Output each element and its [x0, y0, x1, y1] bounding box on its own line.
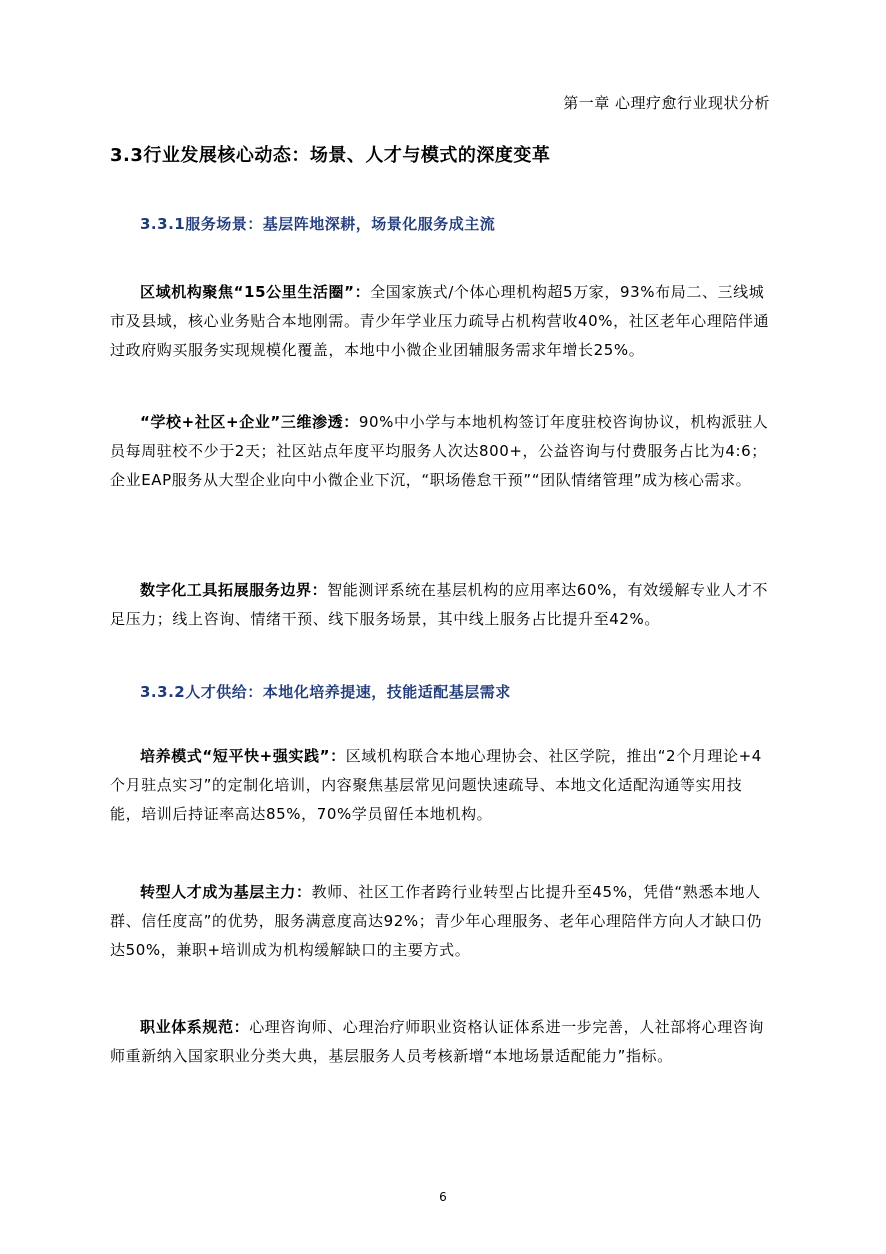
- paragraph-text: 区域机构联合本地心理协会、社区学院，推出“2个月理论+4个月驻点实习”的定制化培训，内容聚焦基层常见问题快速疏导、本地文化适配沟通等实用技能，培训后持证率高达85%，70%学员留任本地机构。: [110, 747, 762, 823]
- paragraph-lead: 培养模式“短平快+强实践”：: [140, 747, 346, 765]
- paragraph-lead: “学校+社区+企业”三维渗透：: [140, 413, 359, 431]
- paragraph-three-dimension: [110, 408, 770, 495]
- paragraph-training-mode: [110, 742, 770, 829]
- paragraph-text: 教师、社区工作者跨行业转型占比提升至45%，凭借“熟悉本地人群、信任度高”的优势，服务满意度高达92%；青少年心理服务、老年心理陪伴方向人才缺口仍达50%，兼职+培训成为机构缓解缺口的主要方式。: [110, 883, 762, 959]
- subsection-title-talent: 3.3.2人才供给：本地化培养提速，技能适配基层需求: [140, 683, 511, 701]
- paragraph-career-system: [110, 1013, 770, 1071]
- paragraph-lead: 区域机构聚焦“15公里生活圈”：: [140, 283, 371, 301]
- paragraph-text: 90%中小学与本地机构签订年度驻校咨询协议，机构派驻人员每周驻校不少于2天；社区站点年度平均服务人次达800+，公益咨询与付费服务占比为4:6；企业EAP服务从大型企业向中小微企业下沉，“职场倦怠干预”“团队情绪管理”成为核心需求。: [110, 413, 769, 489]
- paragraph-lead: 转型人才成为基层主力：: [140, 883, 312, 901]
- paragraph-lead: 数字化工具拓展服务边界：: [140, 581, 328, 599]
- subsection-title-service: 3.3.1服务场景：基层阵地深耕，场景化服务成主流: [140, 215, 496, 233]
- paragraph-text: 全国家族式/个体心理机构超5万家，93%布局二、三线城市及县域，核心业务贴合本地刚需。青少年学业压力疏导占机构营收40%，社区老年心理陪伴通过政府购买服务实现规模化覆盖，本地中小微企业团辅服务需求年增长25%。: [110, 283, 770, 359]
- paragraph-text: 心理咨询师、心理治疗师职业资格认证体系进一步完善，人社部将心理咨询师重新纳入国家职业分类大典，基层服务人员考核新增“本地场景适配能力”指标。: [110, 1018, 765, 1065]
- paragraph-regional-institutions: [110, 278, 770, 365]
- paragraph-transition-talent: [110, 878, 770, 965]
- section-title: 3.3行业发展核心动态：场景、人才与模式的深度变革: [110, 145, 551, 166]
- page-number: 6: [439, 1190, 447, 1204]
- paragraph-lead: 职业体系规范：: [140, 1018, 250, 1036]
- paragraph-digital-tools: [110, 576, 770, 634]
- paragraph-text: 智能测评系统在基层机构的应用率达60%，有效缓解专业人才不足压力；线上咨询、情绪干预、线下服务场景，其中线上服务占比提升至42%。: [110, 581, 768, 628]
- chapter-header: 第一章 心理疗愈行业现状分析: [563, 94, 770, 112]
